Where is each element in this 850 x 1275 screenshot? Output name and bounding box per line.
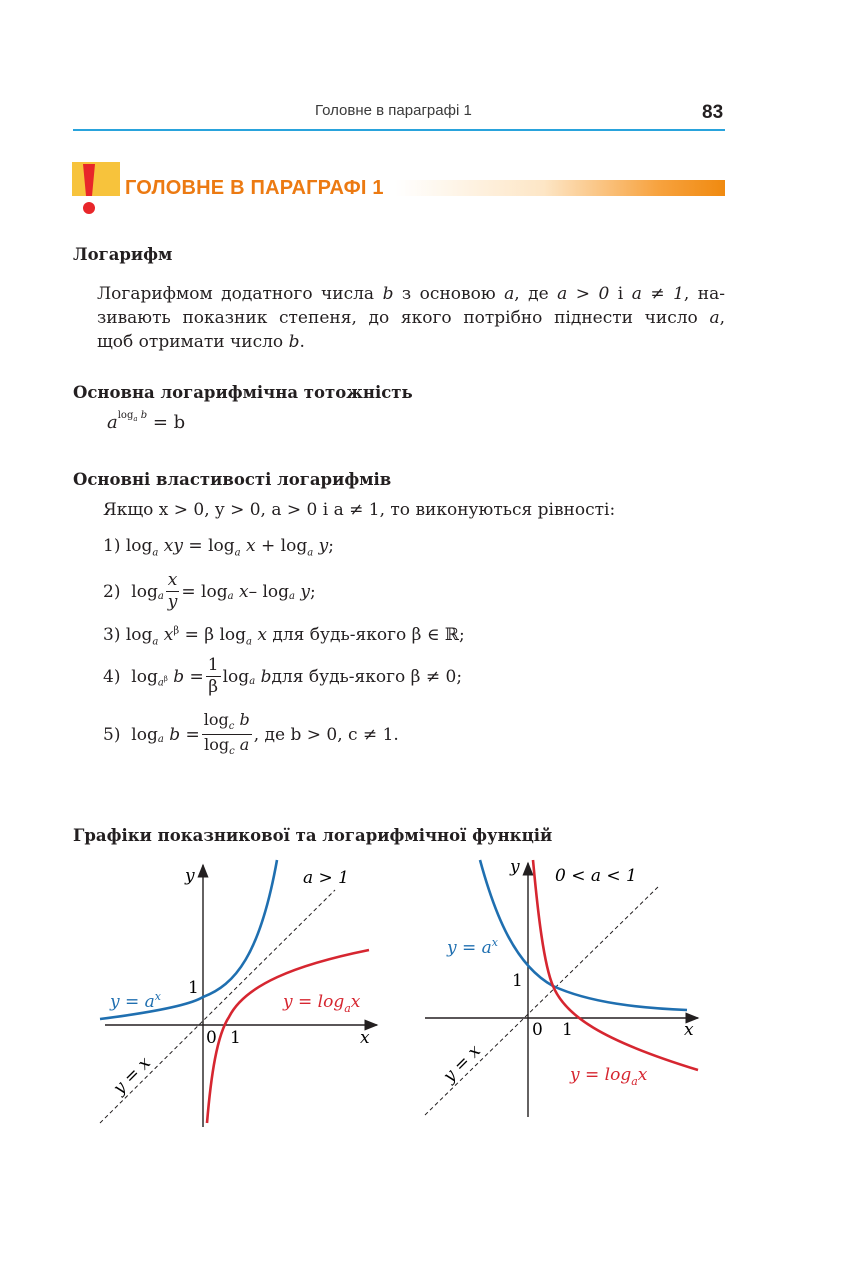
diagonal-label: y = x [109, 1053, 155, 1099]
log-label: $y = \log_ax$ [283, 992, 361, 1015]
property-5: 5) log $_a$ b = $\frac{\log_c b}{\log_c a}$ , де b > 0, c ≠ 1. [103, 710, 399, 758]
page-number: 83 [702, 102, 724, 123]
axis-label-y: y [510, 857, 520, 877]
properties-intro: Якщо x > 0, y > 0, a > 0 і a ≠ 1, то виконуються рівності: [103, 500, 616, 520]
axis-label-x: x [684, 1020, 694, 1040]
axis-label-y: y [185, 866, 195, 886]
property-1: 1) $\log_a$ xy = $\log_a x + \log_a y$; [103, 536, 334, 559]
exp-label: $y = a^x$ [447, 936, 499, 958]
property-3: 3) $\log_a x^\beta = \beta$ $\log_a x$ для будь-якого β ∈ ℝ; [103, 625, 465, 648]
property-4: 4) log $_{a^\beta}$ b = $\frac{1}{\beta}$ log $_a$ b для будь-якого β ≠ 0; [103, 655, 463, 697]
running-title: Головне в параграфі 1 [315, 102, 472, 119]
exclamation-icon [76, 160, 102, 218]
logarithm-heading: Логарифм [73, 245, 173, 264]
properties-heading: Основні властивості логарифмів [73, 470, 392, 489]
origin-label: 0 [206, 1028, 217, 1048]
tick-label-x: 1 [562, 1020, 573, 1040]
tick-label-y: 1 [188, 978, 199, 998]
diagonal-label: y = x [439, 1041, 485, 1087]
graphs-heading: Графіки показникової та логарифмічної функцій [73, 826, 553, 845]
condition-label: 0 < a < 1 [555, 866, 637, 886]
tick-label-y: 1 [512, 971, 523, 991]
exp-label: $y = a^x$ [110, 990, 162, 1012]
logarithm-definition: Логарифмом додатного числа b з основою a, де a > 0 і a ≠ 1, на- зивають показник степеня, до якого потрібно піднести число a, щоб отримати число b. [97, 284, 726, 352]
header-rule [73, 129, 725, 131]
property-2: 2) log $_a$ $\frac{x}{y}$ = log $_a$ x – log $_a$ y ; [103, 570, 316, 612]
logarithmic-curve [533, 860, 698, 1070]
condition-label: a > 1 [303, 868, 350, 888]
identity-formula: $a^{log_a b} = b$ [107, 410, 186, 433]
axis-label-x: x [360, 1028, 370, 1048]
graph-a-less-1 [420, 855, 705, 1130]
origin-label: 0 [532, 1020, 543, 1040]
identity-heading: Основна логарифмічна тотожність [73, 383, 413, 402]
section-title: ГОЛОВНЕ В ПАРАГРАФІ 1 [125, 177, 384, 199]
graph-a-greater-1 [95, 855, 385, 1130]
section-title-bar [395, 180, 725, 196]
tick-label-x: 1 [230, 1028, 241, 1048]
log-label: $y = \log_ax$ [570, 1065, 648, 1088]
